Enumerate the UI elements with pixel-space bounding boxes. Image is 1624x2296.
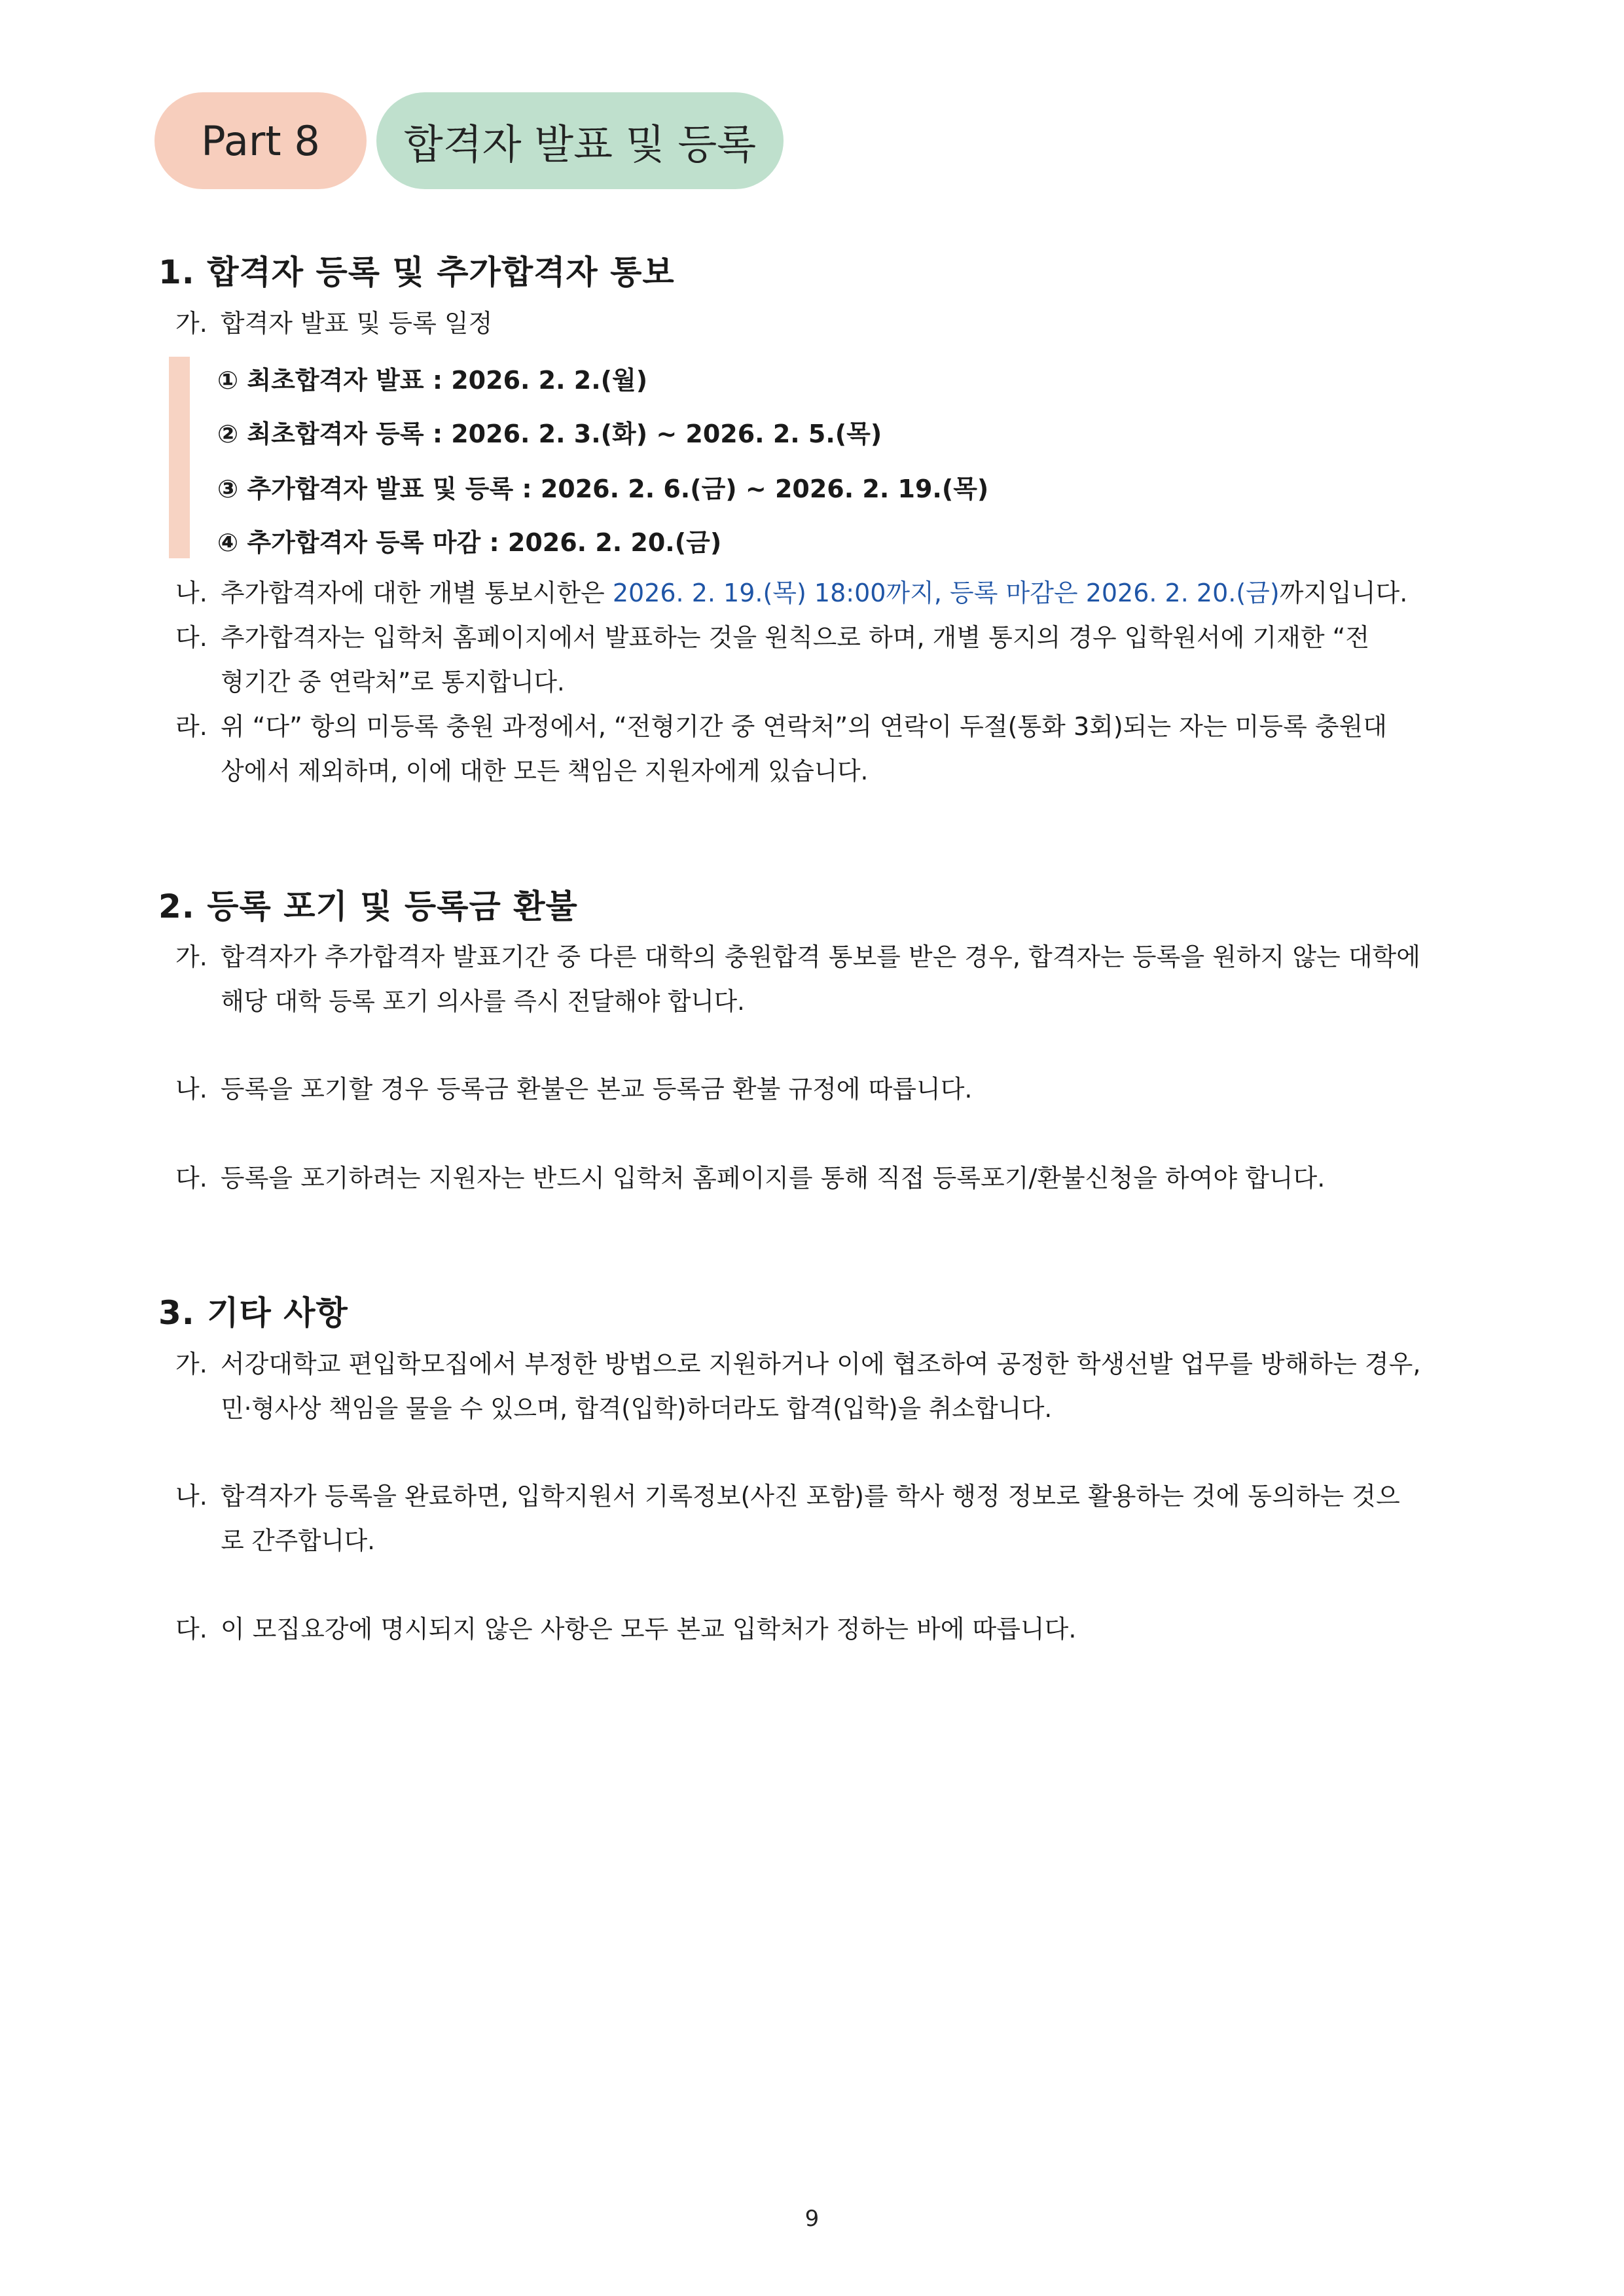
item-line2: 상에서 제외하며, 이에 대한 모든 책임은 지원자에게 있습니다.	[221, 757, 869, 785]
schedule-item-4: ④ 추가합격자 등록 마감 : 2026. 2. 20.(금)	[217, 528, 722, 557]
item-marker: 다.	[175, 623, 208, 652]
schedule-item-1: ① 최초합격자 발표 : 2026. 2. 2.(월)	[217, 366, 648, 395]
item-marker: 나.	[175, 1075, 208, 1103]
item-line1: 서강대학교 편입학모집에서 부정한 방법으로 지원하거나 이에 협조하여 공정한 학생선발 업무를 방해하는 경우,	[220, 1350, 1421, 1378]
section3-item-ga	[175, 1342, 1464, 1431]
item-line1: 추가합격자는 입학처 홈페이지에서 발표하는 것을 원칙으로 하며, 개별 통지의 경우 입학원서에 기재한 “전	[220, 623, 1370, 652]
item-marker: 가.	[175, 1350, 208, 1378]
deadline-highlight: 2026. 2. 19.(목) 18:00까지, 등록 마감은 2026. 2. 20.(금)	[612, 579, 1280, 607]
item-line2: 형기간 중 연락처”로 통지합니다.	[221, 668, 565, 696]
item-marker: 라.	[175, 712, 208, 741]
section3-item-na	[175, 1474, 1464, 1563]
item-line1: 합격자가 등록을 완료하면, 입학지원서 기록정보(사진 포함)를 학사 행정 정보로 활용하는 것에 동의하는 것으	[220, 1482, 1400, 1511]
item-marker: 가.	[175, 942, 208, 971]
item-marker: 나.	[175, 1482, 208, 1511]
schedule-item-2: ② 최초합격자 등록 : 2026. 2. 3.(화) ~ 2026. 2. 5.(목)	[217, 420, 882, 448]
section1-item-da	[175, 615, 1464, 704]
item-marker: 나.	[175, 579, 208, 607]
item-text-before: 추가합격자에 대한 개별 통보시한은	[220, 579, 613, 607]
section2-item-da	[175, 1156, 1464, 1200]
section1-heading: 1. 합격자 등록 및 추가합격자 통보	[158, 253, 675, 291]
section1-item-ra	[175, 704, 1464, 793]
item-marker: 다.	[175, 1615, 208, 1643]
part-title: 합격자 발표 및 등록	[403, 120, 757, 168]
part-label: Part 8	[201, 117, 320, 165]
item-text: 이 모집요강에 명시되지 않은 사항은 모두 본교 입학처가 정하는 바에 따릅니다.	[220, 1615, 1077, 1643]
section2-item-ga	[175, 935, 1464, 1024]
schedule-accent-bar	[169, 357, 190, 558]
section2-heading: 2. 등록 포기 및 등록금 환불	[158, 888, 578, 925]
schedule-item-3: ③ 추가합격자 발표 및 등록 : 2026. 2. 6.(금) ~ 2026. 2. 19.(목)	[217, 475, 989, 503]
item-line1: 합격자가 추가합격자 발표기간 중 다른 대학의 충원합격 통보를 받은 경우, 합격자는 등록을 원하지 않는 대학에	[220, 942, 1420, 971]
part-title-badge	[376, 92, 784, 189]
section2-item-na	[175, 1067, 1464, 1111]
item-text: 등록을 포기하려는 지원자는 반드시 입학처 홈페이지를 통해 직접 등록포기/환불신청을 하여야 합니다.	[220, 1164, 1326, 1193]
item-text-after: 까지입니다.	[1279, 579, 1408, 607]
item-marker: 다.	[175, 1164, 208, 1193]
section3-heading: 3. 기타 사항	[158, 1294, 348, 1332]
item-marker: 가.	[175, 309, 208, 338]
section3-item-da	[175, 1607, 1464, 1651]
item-line2: 해당 대학 등록 포기 의사를 즉시 전달해야 합니다.	[221, 987, 745, 1016]
section1-item-ga	[175, 301, 1464, 346]
item-text: 합격자 발표 및 등록 일정	[220, 309, 493, 338]
part-badge	[154, 92, 367, 189]
item-line2: 로 간주합니다.	[221, 1526, 375, 1555]
section1-item-na	[175, 571, 1464, 615]
item-line2: 민·형사상 책임을 물을 수 있으며, 합격(입학)하더라도 합격(입학)을 취소합니다.	[221, 1394, 1053, 1423]
item-text: 등록을 포기할 경우 등록금 환불은 본교 등록금 환불 규정에 따릅니다.	[220, 1075, 973, 1103]
item-line1: 위 “다” 항의 미등록 충원 과정에서, “전형기간 중 연락처”의 연락이 두절(통화 3회)되는 자는 미등록 충원대	[220, 712, 1387, 741]
page-number: 9	[804, 2206, 820, 2232]
